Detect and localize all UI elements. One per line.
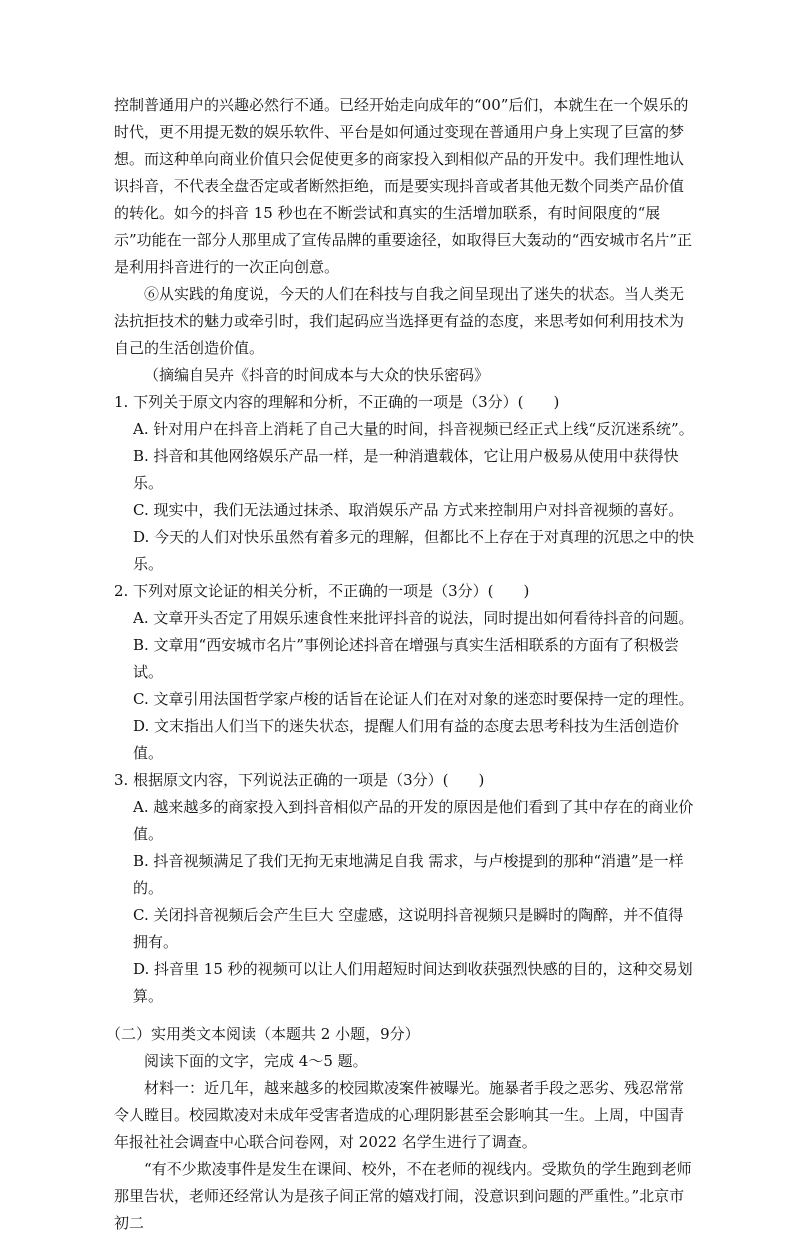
material-1: 材料一：近几年，越来越多的校园欺凌案件被曝光。施暴者手段之恶劣、残忍常常令人瞠目。校园欺凌对未成年受害者造成的心理阴影甚至会影响其一生。上周，中国青年报社社会调查中心联合问卷网，对 2022 名学生进行了调查。: [114, 1079, 685, 1151]
option-a: A. 越来越多的商家投入到抖音相似产品的开发的原因是他们看到了其中存在的商业价值。: [133, 798, 694, 843]
section-instruction: 阅读下面的文字，完成 4～5 题。: [144, 1052, 368, 1070]
option-d: D. 抖音里 15 秒的视频可以让人们用超短时间达到收获强烈快感的目的，这种交易划算。: [133, 960, 693, 1005]
option-c: C. 关闭抖音视频后会产生巨大 空虚感，这说明抖音视频只是瞬时的陶醉，并不值得拥有。: [133, 906, 684, 951]
option-a: A. 文章开头否定了用娱乐速食性来批评抖音的说法，同时提出如何看待抖音的问题。: [133, 609, 694, 627]
option-d: D. 文末指出人们当下的迷失状态，提醒人们用有益的态度去思考科技为生活创造价值。: [133, 717, 680, 762]
option-c: C. 文章引用法国哲学家卢梭的话旨在论证人们在对对象的迷恋时要保持一定的理性。: [133, 690, 694, 708]
paragraph-6: ⑥从实践的角度说，今天的人们在科技与自我之间呈现出了迷失的状态。当人类无法抗拒技术的魅力或牵引时，我们起码应当选择更有益的态度，来思考如何利用技术为自己的生活创造价值。: [114, 285, 685, 357]
question-1: [114, 389, 696, 578]
question-stem: 3. 根据原文内容，下列说法正确的一项是（3分）( ): [114, 771, 485, 789]
option-c: C. 现实中，我们无法通过抹杀、取消娱乐产品 方式来控制用户对抖音视频的喜好。: [133, 501, 684, 519]
option-b: B. 文章用“西安城市名片”事例论述抖音在增强与真实生活相联系的方面有了积极尝试。: [133, 636, 679, 681]
question-stem: 1. 下列关于原文内容的理解和分析，不正确的一项是（3分）( ): [114, 393, 560, 411]
section-spacer: [114, 1010, 696, 1021]
material-quote: “有不少欺凌事件是发生在课间、校外，不在老师的视线内。受欺负的学生跑到老师那里告状，老师还经常认为是孩子间正常的嬉戏打闹，没意识到问题的严重性。”北京市初二: [114, 1160, 692, 1232]
question-stem: 2. 下列对原文论证的相关分析，不正确的一项是（3分）( ): [114, 582, 530, 600]
section-heading: （二）实用类文本阅读（本题共 2 小题，9分）: [106, 1025, 420, 1043]
source-citation: （摘编自吴卉《抖音的时间成本与大众的快乐密码》: [144, 366, 490, 384]
option-a: A. 针对用户在抖音上消耗了自己大量的时间，抖音视频已经正式上线“反沉迷系统”。: [133, 420, 694, 438]
section-2: [106, 1021, 696, 1237]
option-d: D. 今天的人们对快乐虽然有着多元的理解，但都比不上存在于对真理的沉思之中的快乐。: [133, 528, 695, 573]
question-3: [114, 767, 696, 1010]
question-2: [114, 578, 696, 767]
paragraph-continued: 控制普通用户的兴趣必然行不通。已经开始走向成年的“00”后们，本就生在一个娱乐的时代，更不用提无数的娱乐软件、平台是如何通过变现在普通用户身上实现了巨富的梦想。而这种单向商业价值只会促使更多的商家投入到相似产品的开发中。我们理性地认识抖音，不代表全盘否定或者断然拒绝，而是要实现抖音或者其他无数个同类产品价值的转化。如今的抖音 15 秒也在不断尝试和真实的生活增加联系，有时间限度的“展示”功能在一部分人那里成了宣传品牌的重要途径，如取得巨大轰动的“西安城市名片”正是利用抖音进行的一次正向创意。: [114, 96, 693, 276]
option-b: B. 抖音视频满足了我们无拘无束地满足自我 需求，与卢梭提到的那种“消遣”是一样的。: [133, 852, 684, 897]
document-body: [106, 92, 696, 1237]
option-b: B. 抖音和其他网络娱乐产品一样，是一种消遣载体，它让用户极易从使用中获得快乐。: [133, 447, 679, 492]
